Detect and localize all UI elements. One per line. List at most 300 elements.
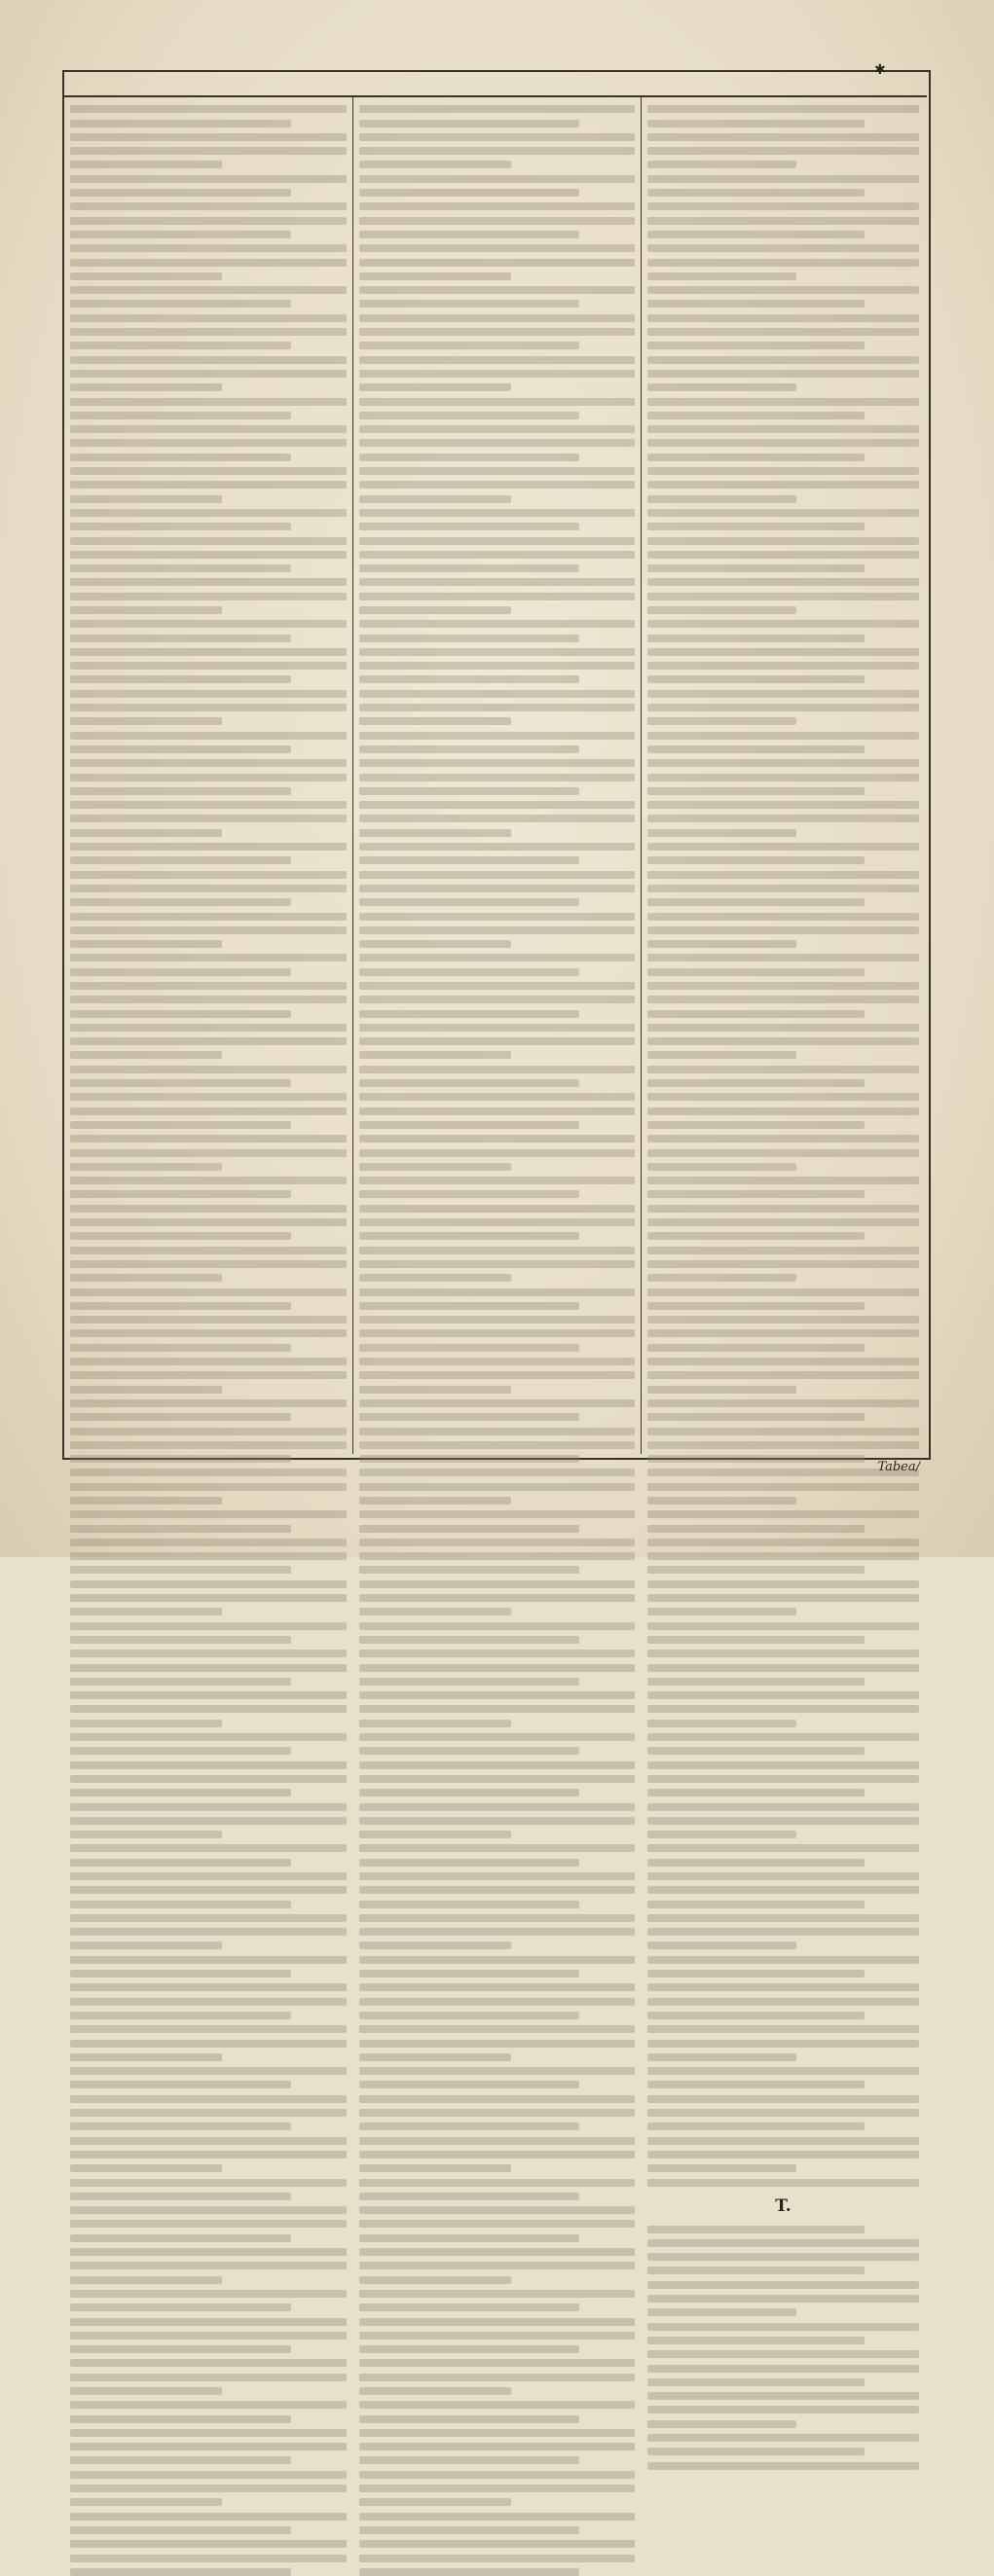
text-line-placeholder (70, 2206, 347, 2214)
text-line-placeholder (70, 425, 347, 433)
text-line-placeholder (70, 1247, 347, 1254)
text-line-placeholder (359, 1441, 635, 1449)
text-line-placeholder (647, 1232, 865, 1240)
text-line-placeholder (70, 1455, 291, 1463)
text-line-placeholder (647, 1928, 919, 1936)
text-line-placeholder (70, 2109, 347, 2117)
text-line-placeholder (70, 1650, 347, 1657)
text-line-placeholder (359, 2122, 579, 2130)
text-line-placeholder (647, 1720, 796, 1727)
text-line-placeholder (647, 2323, 919, 2331)
text-line-placeholder (70, 2290, 347, 2298)
text-line-placeholder (647, 189, 865, 197)
text-line-placeholder (647, 1622, 919, 1630)
text-line-placeholder (647, 217, 919, 225)
text-line-placeholder (359, 2290, 635, 2298)
text-line-placeholder (70, 1859, 291, 1867)
text-line-placeholder (70, 537, 347, 545)
text-line-placeholder (647, 2081, 865, 2088)
text-line-placeholder (70, 356, 347, 364)
text-line-placeholder (647, 1956, 919, 1964)
text-line-placeholder (70, 1497, 222, 1505)
text-line-placeholder (70, 913, 347, 921)
text-line-placeholder (359, 2345, 579, 2353)
text-line-placeholder (647, 1010, 865, 1018)
text-line-placeholder (647, 1316, 919, 1324)
text-line-placeholder (647, 1205, 919, 1213)
text-line-placeholder (70, 342, 291, 349)
text-line-placeholder (359, 1455, 579, 1463)
text-line-placeholder (647, 1970, 865, 1977)
text-line-placeholder (647, 620, 919, 628)
text-line-placeholder (359, 1594, 635, 1602)
text-line-placeholder (647, 2295, 919, 2303)
text-line-placeholder (359, 1428, 635, 1435)
text-line-placeholder (647, 244, 919, 252)
text-line-placeholder (70, 1525, 291, 1533)
text-line-placeholder (647, 1135, 919, 1143)
text-line-placeholder (359, 1190, 579, 1198)
text-line-placeholder (70, 286, 347, 294)
text-line-placeholder (70, 717, 222, 725)
text-line-placeholder (647, 1983, 919, 1991)
text-line-placeholder (359, 2568, 579, 2576)
text-line-placeholder (647, 551, 919, 559)
text-line-placeholder (70, 133, 347, 141)
text-line-placeholder (70, 120, 291, 127)
text-line-placeholder (359, 787, 579, 795)
text-line-placeholder (70, 690, 347, 698)
text-line-placeholder (359, 2179, 635, 2187)
text-line-placeholder (70, 2040, 347, 2048)
text-line-placeholder (70, 481, 347, 489)
text-line-placeholder (70, 523, 291, 530)
text-line-placeholder (647, 1705, 919, 1713)
text-line-placeholder (359, 2095, 635, 2103)
text-line-placeholder (359, 801, 635, 809)
text-line-placeholder (647, 1691, 919, 1699)
text-line-placeholder (647, 774, 919, 781)
text-line-placeholder (359, 1941, 511, 1949)
text-line-placeholder (70, 1510, 347, 1518)
text-line-placeholder (359, 1107, 635, 1115)
text-line-placeholder (359, 1316, 635, 1324)
text-line-placeholder (359, 2040, 635, 2048)
text-line-placeholder (647, 1539, 919, 1546)
text-line-placeholder (359, 1205, 635, 1213)
text-line-placeholder (70, 1970, 291, 1977)
text-line-placeholder (70, 1107, 347, 1115)
text-line-placeholder (359, 982, 635, 990)
text-line-placeholder (647, 1859, 865, 1867)
text-line-placeholder (647, 1566, 865, 1574)
text-line-placeholder (359, 1093, 635, 1101)
text-line-placeholder (70, 300, 291, 308)
text-line-placeholder (359, 300, 579, 308)
text-line-placeholder (359, 2540, 635, 2548)
text-line-placeholder (359, 815, 635, 822)
text-line-placeholder (359, 2456, 579, 2464)
text-line-placeholder (70, 1983, 347, 1991)
text-line-placeholder (647, 1941, 796, 1949)
text-line-placeholder (359, 2498, 511, 2506)
text-line-placeholder (359, 1733, 635, 1741)
text-line-placeholder (359, 898, 579, 906)
text-line-placeholder (359, 1844, 635, 1852)
text-line-placeholder (359, 2513, 635, 2521)
text-line-placeholder (70, 509, 347, 517)
text-line-placeholder (647, 885, 919, 892)
text-line-placeholder (647, 1163, 796, 1171)
text-line-placeholder (70, 898, 291, 906)
text-line-placeholder (359, 1705, 635, 1713)
text-line-placeholder (647, 2365, 919, 2373)
text-line-placeholder (359, 940, 511, 948)
text-line-placeholder (647, 856, 865, 864)
text-line-placeholder (359, 996, 635, 1003)
text-line-placeholder (647, 342, 865, 349)
text-line-placeholder (647, 2040, 919, 2048)
text-line-placeholder (70, 2345, 291, 2353)
text-line-placeholder (70, 2401, 347, 2409)
text-line-placeholder (647, 801, 919, 809)
text-line-placeholder (647, 398, 919, 406)
text-line-placeholder (647, 759, 919, 767)
text-line-placeholder (647, 2308, 796, 2316)
text-line-placeholder (359, 105, 635, 113)
text-line-placeholder (359, 1928, 635, 1936)
text-line-placeholder (359, 2164, 511, 2172)
text-line-placeholder (647, 1817, 919, 1825)
text-line-placeholder (647, 1872, 919, 1880)
text-line-placeholder (647, 1483, 919, 1491)
text-line-placeholder (359, 537, 635, 545)
text-line-placeholder (359, 1177, 635, 1184)
text-line-placeholder (70, 1163, 222, 1171)
text-line-placeholder (359, 1135, 635, 1143)
text-line-placeholder (359, 1636, 579, 1644)
text-line-placeholder (359, 2415, 579, 2423)
text-line-placeholder (359, 968, 579, 976)
text-line-placeholder (359, 1525, 579, 1533)
text-line-placeholder (70, 1205, 347, 1213)
text-line-placeholder (70, 1121, 291, 1129)
text-line-placeholder (359, 2025, 635, 2033)
text-line-placeholder (359, 1775, 635, 1783)
text-line-placeholder (70, 1010, 291, 1018)
text-line-placeholder (70, 871, 347, 879)
text-line-placeholder (647, 1803, 919, 1811)
text-line-placeholder (359, 1580, 635, 1588)
text-line-placeholder (647, 954, 919, 961)
text-line-placeholder (70, 1733, 347, 1741)
text-line-placeholder (359, 1691, 635, 1699)
text-line-placeholder (70, 1441, 347, 1449)
text-line-placeholder (647, 578, 919, 586)
text-line-placeholder (647, 1608, 796, 1615)
text-line-placeholder (70, 1622, 347, 1630)
text-line-placeholder (359, 383, 511, 391)
text-line-placeholder (359, 1163, 511, 1171)
text-line-placeholder (359, 732, 635, 740)
text-line-placeholder (359, 648, 635, 656)
text-line-placeholder (359, 1469, 635, 1476)
text-line-placeholder (647, 1761, 919, 1769)
text-line-placeholder (647, 467, 919, 475)
text-line-placeholder (70, 1594, 347, 1602)
text-line-placeholder (70, 1831, 222, 1838)
text-line-placeholder (647, 1497, 796, 1505)
text-line-placeholder (647, 356, 919, 364)
text-line-placeholder (359, 1121, 579, 1129)
text-line-placeholder (70, 1566, 291, 1574)
text-line-placeholder (70, 454, 291, 461)
text-line-placeholder (70, 2456, 291, 2464)
text-line-placeholder (359, 328, 635, 336)
text-line-placeholder (359, 189, 579, 197)
text-line-placeholder (359, 2401, 635, 2409)
text-line-placeholder (359, 342, 579, 349)
text-line-placeholder (647, 1371, 919, 1379)
running-head (62, 70, 927, 97)
text-line-placeholder (359, 913, 635, 921)
text-line-placeholder (647, 1358, 919, 1365)
text-line-placeholder (647, 2067, 919, 2075)
text-line-placeholder (647, 439, 919, 447)
text-line-placeholder (359, 2234, 579, 2242)
text-line-placeholder (359, 1983, 635, 1991)
text-line-placeholder (359, 1497, 511, 1505)
text-line-placeholder (70, 1552, 347, 1560)
text-line-placeholder (359, 2137, 635, 2145)
text-line-placeholder (70, 1329, 347, 1337)
text-line-placeholder (359, 1914, 635, 1922)
text-line-placeholder (70, 1747, 291, 1755)
text-line-placeholder (70, 161, 222, 168)
text-line-placeholder (647, 161, 796, 168)
text-line-placeholder (70, 1636, 291, 1644)
text-line-placeholder (70, 202, 347, 210)
text-line-placeholder (70, 759, 347, 767)
text-line-placeholder (70, 439, 347, 447)
text-line-placeholder (359, 1552, 635, 1560)
text-line-placeholder (70, 578, 347, 586)
text-line-placeholder (647, 982, 919, 990)
text-line-placeholder (647, 2025, 919, 2033)
text-line-placeholder (359, 161, 511, 168)
text-line-placeholder (70, 1844, 347, 1852)
text-line-placeholder (647, 1733, 919, 1741)
text-line-placeholder (647, 1789, 865, 1796)
text-line-placeholder (359, 1358, 635, 1365)
text-line-placeholder (359, 1747, 579, 1755)
text-line-placeholder (359, 2555, 635, 2562)
text-line-placeholder (359, 843, 635, 851)
text-line-placeholder (70, 2429, 347, 2437)
text-line-placeholder (70, 675, 291, 683)
text-line-placeholder (70, 815, 347, 822)
text-line-placeholder (647, 2239, 919, 2247)
text-line-placeholder (359, 2443, 635, 2450)
text-line-placeholder (359, 717, 511, 725)
text-line-placeholder (359, 635, 579, 642)
text-line-placeholder (70, 1469, 347, 1476)
text-line-placeholder (70, 732, 347, 740)
text-line-placeholder (647, 593, 919, 600)
text-line-placeholder (359, 2262, 635, 2269)
text-line-placeholder (359, 745, 579, 753)
text-line-placeholder (647, 1441, 919, 1449)
text-line-placeholder (359, 1371, 635, 1379)
text-line-placeholder (70, 1775, 347, 1783)
text-line-placeholder (359, 286, 635, 294)
text-line-placeholder (70, 2304, 291, 2311)
text-line-placeholder (70, 147, 347, 155)
text-line-placeholder (359, 2067, 635, 2075)
text-line-placeholder (70, 787, 291, 795)
text-line-placeholder (70, 314, 347, 322)
text-line-placeholder (70, 2067, 347, 2075)
text-line-placeholder (70, 370, 347, 378)
text-line-placeholder (70, 606, 222, 614)
text-line-placeholder (647, 1552, 919, 1560)
text-line-placeholder (359, 1761, 635, 1769)
text-line-placeholder (359, 1386, 511, 1394)
text-line-placeholder (647, 147, 919, 155)
text-line-placeholder (647, 898, 865, 906)
text-line-placeholder (70, 982, 347, 990)
text-line-placeholder (359, 1664, 635, 1672)
text-line-placeholder (359, 759, 635, 767)
text-line-placeholder (70, 2387, 222, 2395)
text-line-placeholder (647, 843, 919, 851)
text-line-placeholder (70, 1761, 347, 1769)
text-line-placeholder (70, 1928, 347, 1936)
text-line-placeholder (647, 913, 919, 921)
text-line-placeholder (647, 2462, 919, 2470)
text-line-placeholder (359, 620, 635, 628)
text-line-placeholder (70, 2540, 347, 2548)
text-line-placeholder (70, 2122, 291, 2130)
text-line-placeholder (70, 1691, 347, 1699)
text-line-placeholder (359, 1260, 635, 1268)
text-line-placeholder (647, 1831, 796, 1838)
text-line-placeholder (70, 328, 347, 336)
text-line-placeholder (70, 1956, 347, 1964)
text-line-placeholder (359, 1413, 579, 1421)
text-line-placeholder (359, 2220, 635, 2228)
text-line-placeholder (70, 2415, 291, 2423)
text-line-placeholder (359, 467, 635, 475)
text-line-placeholder (70, 1914, 347, 1922)
text-line-placeholder (359, 217, 635, 225)
text-line-placeholder (647, 1274, 796, 1282)
text-line-placeholder (359, 551, 635, 559)
text-line-placeholder (70, 244, 347, 252)
text-line-placeholder (647, 537, 919, 545)
text-line-placeholder (647, 1218, 919, 1226)
text-line-placeholder (647, 1664, 919, 1672)
text-line-placeholder (359, 856, 579, 864)
text-line-placeholder (359, 2359, 635, 2367)
text-line-placeholder (359, 2081, 579, 2088)
text-line-placeholder (70, 2053, 222, 2061)
text-line-placeholder (70, 1817, 347, 1825)
text-line-placeholder (359, 675, 579, 683)
text-line-placeholder (359, 259, 635, 267)
text-line-placeholder (70, 1941, 222, 1949)
text-line-placeholder (70, 774, 347, 781)
text-line-placeholder (70, 1803, 347, 1811)
text-line-placeholder (647, 481, 919, 489)
text-line-placeholder (70, 593, 347, 600)
text-line-placeholder (647, 1288, 919, 1296)
text-line-placeholder (647, 1260, 919, 1268)
text-line-placeholder (359, 2429, 635, 2437)
text-line-placeholder (70, 1386, 222, 1394)
text-line-placeholder (70, 843, 347, 851)
text-line-placeholder (70, 564, 291, 572)
text-line-placeholder (359, 202, 635, 210)
text-line-placeholder (647, 871, 919, 879)
text-line-placeholder (647, 1190, 865, 1198)
text-line-placeholder (359, 1720, 511, 1727)
text-line-placeholder (70, 2012, 291, 2019)
text-line-placeholder (359, 774, 635, 781)
text-line-placeholder (70, 1024, 347, 1032)
text-line-placeholder (647, 1998, 919, 2006)
text-line-placeholder (359, 1079, 579, 1087)
text-line-placeholder (647, 1177, 919, 1184)
text-line-placeholder (647, 1580, 919, 1588)
text-line-placeholder (70, 2359, 347, 2367)
text-line-placeholder (359, 412, 579, 419)
text-line-placeholder (70, 1149, 347, 1157)
text-line-placeholder (647, 383, 796, 391)
text-line-placeholder (647, 675, 865, 683)
text-line-placeholder (647, 2137, 919, 2145)
text-line-placeholder (359, 120, 579, 127)
text-line-placeholder (647, 2109, 919, 2117)
text-line-placeholder (647, 2337, 865, 2344)
text-line-placeholder (647, 1247, 919, 1254)
text-line-placeholder (647, 202, 919, 210)
text-line-placeholder (70, 2025, 347, 2033)
text-line-placeholder (359, 1274, 511, 1282)
text-line-placeholder (647, 1386, 796, 1394)
text-line-placeholder (359, 1678, 579, 1686)
text-line-placeholder (359, 606, 511, 614)
text-line-placeholder (70, 2568, 291, 2576)
catchword: Tabea/ (877, 1460, 920, 1474)
text-line-placeholder (359, 2485, 635, 2492)
text-line-placeholder (70, 801, 347, 809)
text-line-placeholder (70, 829, 222, 837)
text-line-placeholder (70, 272, 222, 280)
text-line-placeholder (359, 578, 635, 586)
text-line-placeholder (359, 1789, 579, 1796)
text-line-placeholder (647, 926, 919, 934)
text-line-placeholder (70, 968, 291, 976)
text-line-placeholder (359, 2012, 579, 2019)
text-line-placeholder (359, 1859, 579, 1867)
text-line-placeholder (70, 2276, 222, 2284)
text-line-placeholder (359, 2374, 635, 2381)
text-line-placeholder (70, 635, 291, 642)
text-line-placeholder (359, 1037, 635, 1045)
text-line-placeholder (70, 1608, 222, 1615)
text-line-placeholder (70, 398, 347, 406)
